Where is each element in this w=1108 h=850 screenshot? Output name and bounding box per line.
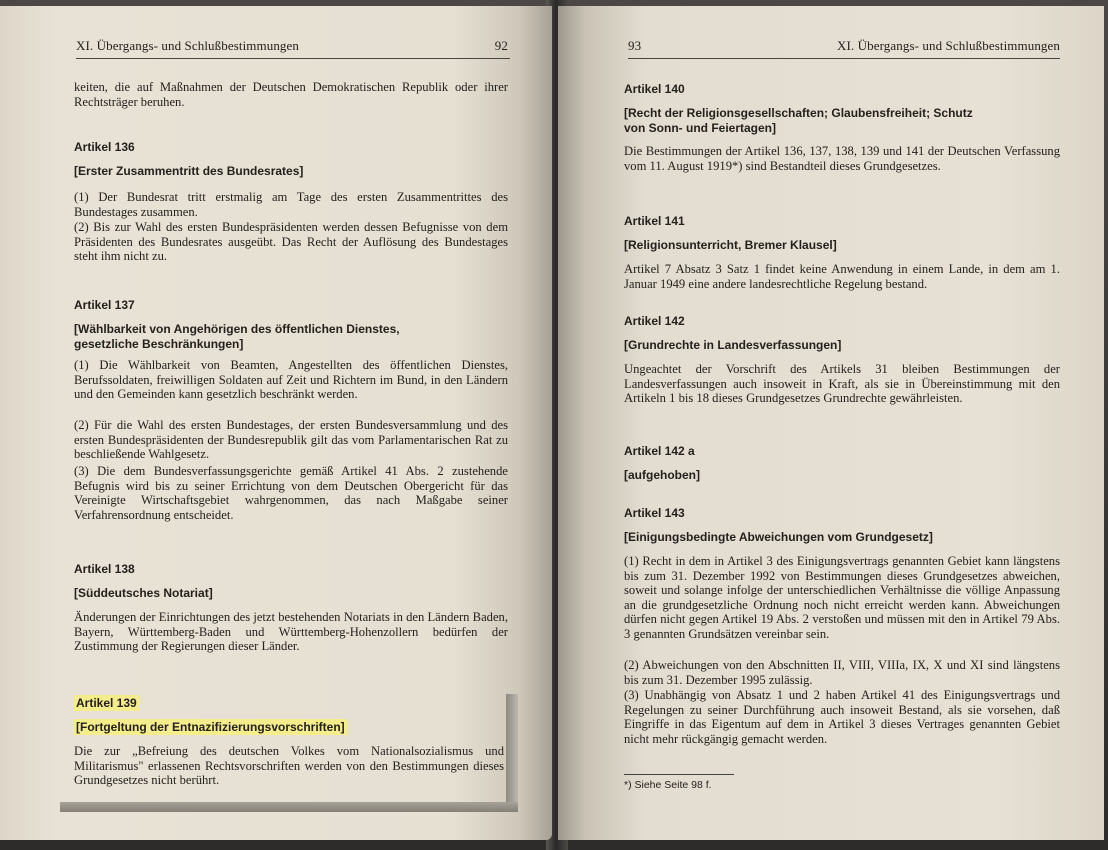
article-142-para-1: Ungeachtet der Vorschrift des Artikels 31 bleiben Bestimmungen der Landesverfassungen auch insoweit in Kraft, als sie in Übereinstimmung mit den Artikeln 1 bis 18 dieses Grundgesetzes Grundrechte gewährleisten. <box>624 362 1060 406</box>
article-140-title: Artikel 140 <box>624 82 685 96</box>
article-137-subtitle: [Wählbarkeit von Angehörigen des öffentlichen Dienstes, gesetzliche Beschränkungen] <box>74 322 400 351</box>
article-143-subtitle: [Einigungsbedingte Abweichungen vom Grundgesetz] <box>624 530 933 544</box>
article-138-para-1: Änderungen der Einrichtungen des jetzt bestehenden Notariats in den Ländern Baden, Bayern, Württemberg-Baden und Württemberg-Hohenzollern bedürfen der Zustimmung der Regierungen dieser Länder. <box>74 610 508 654</box>
footnote: *) Siehe Seite 98 f. <box>624 779 712 791</box>
article-137-title: Artikel 137 <box>74 298 135 312</box>
article-139-para-1: Die zur „Befreiung des deutschen Volkes vom Nationalsozialismus und Militarismus" erlassenen Rechtsvorschriften werden von den Bestimmungen dieses Grundgesetzes nicht berührt. <box>74 744 504 788</box>
right-running-head <box>628 38 1060 59</box>
article-136-para-2: (2) Bis zur Wahl des ersten Bundespräsidenten werden dessen Befugnisse von dem Präsidenten des Bundesrates ausgeübt. Das Recht der Auflösung des Bundestages steht ihm nicht zu. <box>74 220 508 264</box>
article-139-title <box>74 696 139 711</box>
article-142-subtitle: [Grundrechte in Landesverfassungen] <box>624 338 842 352</box>
article-142a-title: Artikel 142 a <box>624 444 695 458</box>
footnote-rule <box>624 774 734 775</box>
left-running-head <box>76 38 510 59</box>
right-page <box>558 6 1104 840</box>
article-143-para-1: (1) Recht in dem in Artikel 3 des Einigungsvertrags genannten Gebiet kann längstens bis zum 31. Dezember 1992 von Bestimmungen dieses Grundgesetzes abweichen, soweit und solange infolge der unterschiedlichen Verhältnisse die völlige Anpassung an die grundgesetzliche Ordnung noch nicht erreicht werden kann. Abweichungen dürfen nicht gegen Artikel 19 Abs. 2 verstoßen und müssen mit den in Artikel 79 Abs. 3 genannten Grundsätzen vereinbar sein. <box>624 554 1060 641</box>
article-136-para-1: (1) Der Bundesrat tritt erstmalig am Tage des ersten Zusammentrittes des Bundestages zusammen. <box>74 190 508 219</box>
article-136-title: Artikel 136 <box>74 140 135 154</box>
left-running-head-title: XI. Übergangs- und Schlußbestimmungen <box>76 38 299 53</box>
article-141-para-1: Artikel 7 Absatz 3 Satz 1 findet keine Anwendung in einem Lande, in dem am 1. Januar 1949 eine andere landesrechtliche Regelung bestand. <box>624 262 1060 291</box>
right-page-number: 93 <box>628 38 642 53</box>
article-140-para-1: Die Bestimmungen der Artikel 136, 137, 138, 139 und 141 der Deutschen Verfassung vom 11. August 1919*) sind Bestandteil dieses Grundgesetzes. <box>624 144 1060 173</box>
article-137-para-2: (2) Für die Wahl des ersten Bundestages, der ersten Bundesversammlung und des ersten Bundespräsidenten der Bundesrepublik gilt das vom Parlamentarischen Rat zu beschließende Wahlgesetz. <box>74 418 508 462</box>
article-139-subtitle-highlight: [Fortgeltung der Entnazifizierungsvorschriften] <box>76 720 345 734</box>
article-139-title-highlight: Artikel 139 <box>76 696 137 710</box>
left-page-number: 92 <box>494 38 508 53</box>
article-141-title: Artikel 141 <box>624 214 685 228</box>
article-137-para-1: (1) Die Wählbarkeit von Beamten, Angestellten des öffentlichen Dienstes, Berufssoldaten, freiwilligen Soldaten auf Zeit und Richtern im Bund, in den Ländern und den Gemeinden kann gesetzlich beschränkt werden. <box>74 358 508 402</box>
bookmark-strip <box>506 694 518 810</box>
article-138-title: Artikel 138 <box>74 562 135 576</box>
bookmark-edge <box>60 802 518 812</box>
article-137-para-3: (3) Die dem Bundesverfassungsgerichte gemäß Artikel 41 Abs. 2 zustehende Befugnis wird bis zu seiner Errichtung von dem Deutschen Obergericht für das Vereinigte Wirtschaftsgebiet wahrgenommen, das nach Maßgabe seiner Verfahrensordnung entscheidet. <box>74 464 508 522</box>
left-page <box>0 6 552 840</box>
article-142a-subtitle: [aufgehoben] <box>624 468 700 482</box>
article-143-para-2: (2) Abweichungen von den Abschnitten II, VIII, VIIIa, IX, X und XI sind längstens bis zum 31. Dezember 1995 zulässig. <box>624 658 1060 687</box>
article-136-subtitle: [Erster Zusammentritt des Bundesrates] <box>74 164 304 178</box>
article-141-subtitle: [Religionsunterricht, Bremer Klausel] <box>624 238 837 252</box>
right-running-head-title: XI. Übergangs- und Schlußbestimmungen <box>837 38 1060 53</box>
article-138-subtitle: [Süddeutsches Notariat] <box>74 586 213 600</box>
article-140-subtitle: [Recht der Religionsgesellschaften; Glaubensfreiheit; Schutz von Sonn- und Feiertagen] <box>624 106 973 135</box>
article-139-subtitle <box>74 720 347 735</box>
article-143-title: Artikel 143 <box>624 506 685 520</box>
intro-text: keiten, die auf Maßnahmen der Deutschen Demokratischen Republik oder ihrer Rechtsträger beruhen. <box>74 80 508 109</box>
article-143-para-3: (3) Unabhängig von Absatz 1 und 2 haben Artikel 41 des Einigungsvertrags und Regelungen zu seiner Durchführung auch insoweit Bestand, als sie vorsehen, daß Eingriffe in das Eigentum auf dem in Artikel 3 dieses Vertrages genannten Gebiet nicht mehr rückgängig gemacht werden. <box>624 688 1060 746</box>
article-142-title: Artikel 142 <box>624 314 685 328</box>
